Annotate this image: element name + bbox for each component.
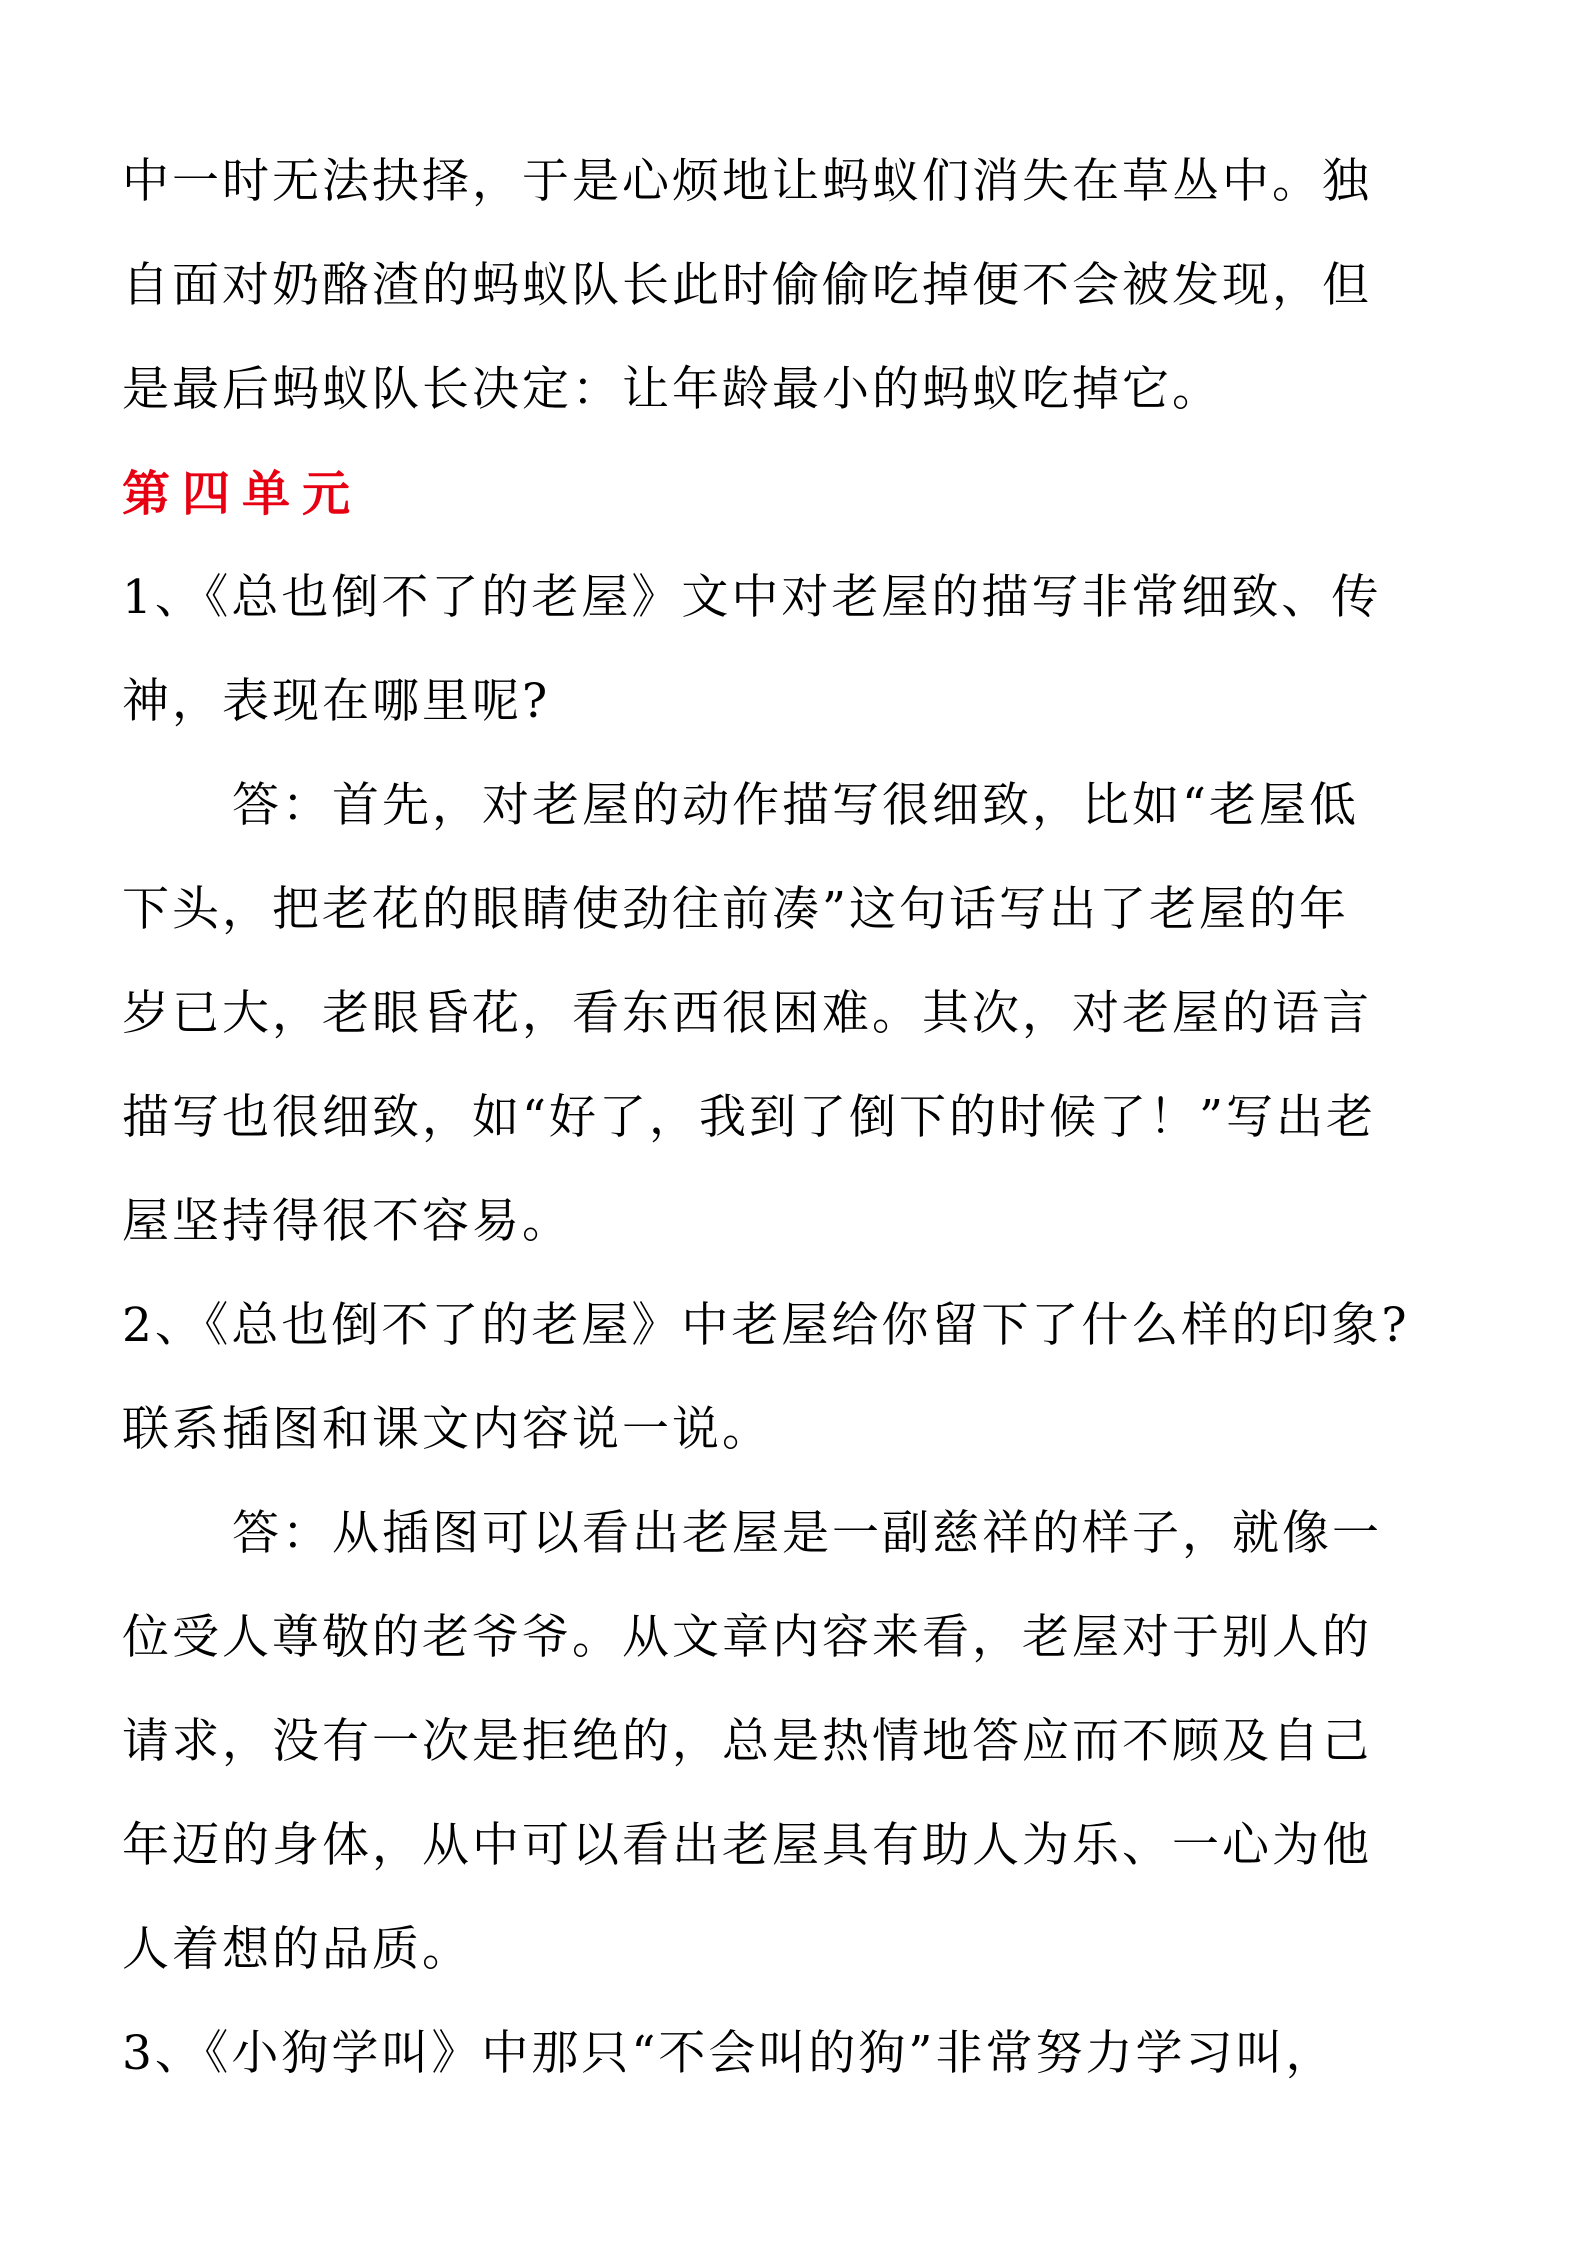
document-page <box>122 130 1467 2106</box>
answer-line: 屋坚持得很不容易。 <box>122 1194 572 1249</box>
answer-line: 答：首先，对老屋的动作描写很细致，比如“老屋低 <box>232 778 1360 833</box>
answer-line: 请求，没有一次是拒绝的，总是热情地答应而不顾及自己 <box>122 1714 1372 1769</box>
text-line: 自面对奶酪渣的蚂蚁队长此时偷偷吃掉便不会被发现，但 <box>122 258 1372 313</box>
question-block-2 <box>122 1274 1467 2002</box>
answer-line: 位受人尊敬的老爷爷。从文章内容来看，老屋对于别人的 <box>122 1610 1372 1665</box>
answer-line: 下头，把老花的眼睛使劲往前凑”这句话写出了老屋的年 <box>122 882 1350 937</box>
answer-line: 岁已大，老眼昏花，看东西很困难。其次，对老屋的语言 <box>122 986 1372 1041</box>
answer-line: 答：从插图可以看出老屋是一副慈祥的样子，就像一 <box>232 1506 1382 1561</box>
continuation-paragraph <box>122 130 1467 442</box>
question-line: 3、《小狗学叫》中那只“不会叫的狗”非常努力学习叫， <box>122 2026 1336 2081</box>
text-line: 中一时无法抉择，于是心烦地让蚂蚁们消失在草丛中。独 <box>122 154 1372 209</box>
answer-line: 人着想的品质。 <box>122 1922 472 1977</box>
answer-line: 描写也很细致，如“好了，我到了倒下的时候了！”写出老 <box>122 1090 1377 1145</box>
answer-line: 年迈的身体，从中可以看出老屋具有助人为乐、一心为他 <box>122 1818 1372 1873</box>
question-line: 2、《总也倒不了的老屋》中老屋给你留下了什么样的印象? <box>122 1298 1410 1353</box>
question-block-3 <box>122 2002 1467 2106</box>
section-heading: 第四单元 <box>122 466 363 522</box>
question-line: 联系插图和课文内容说一说。 <box>122 1402 772 1457</box>
question-block-1 <box>122 546 1467 1274</box>
text-line: 是最后蚂蚁队长决定：让年龄最小的蚂蚁吃掉它。 <box>122 362 1222 417</box>
question-line: 神，表现在哪里呢? <box>122 674 551 729</box>
question-line: 1、《总也倒不了的老屋》文中对老屋的描写非常细致、传 <box>122 570 1382 625</box>
